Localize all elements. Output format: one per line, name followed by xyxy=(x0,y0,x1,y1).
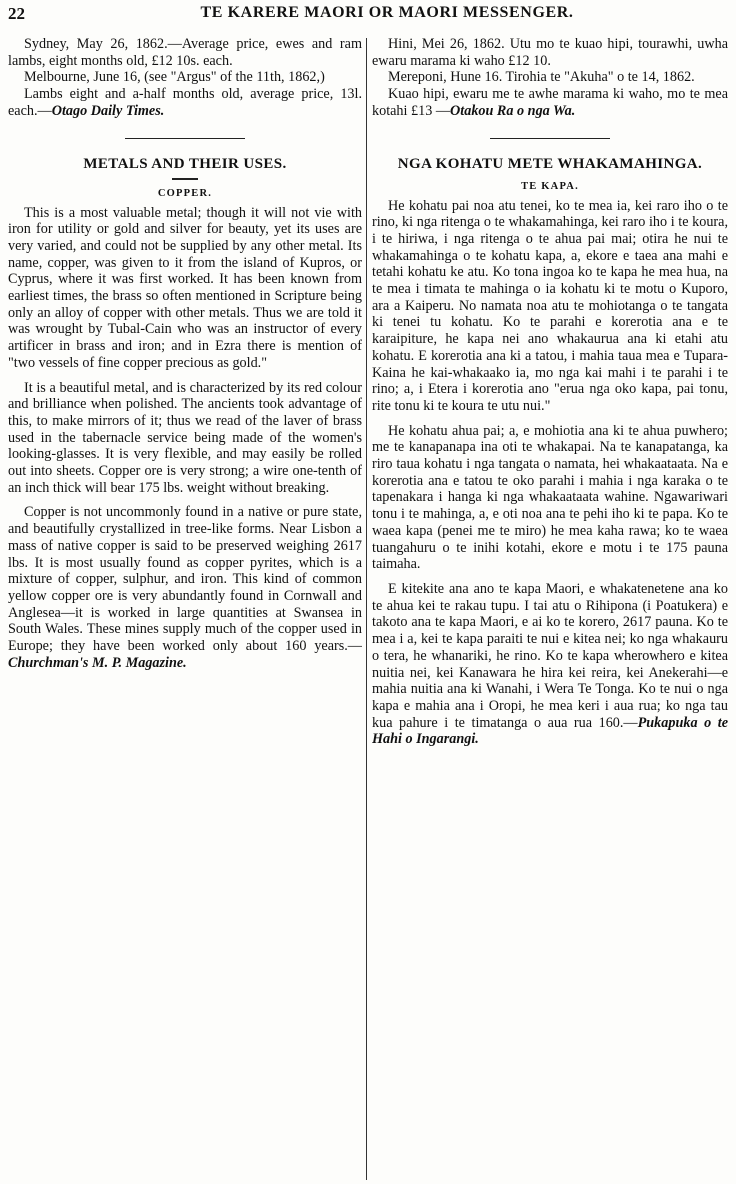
english-column xyxy=(8,36,362,1180)
running-title: TE KARERE MAORI OR MAORI MESSENGER. xyxy=(200,4,574,21)
page-number: 22 xyxy=(8,4,25,23)
article-source: Pukapuka o te Hahi o Ingarangi. xyxy=(372,714,728,748)
market-report-melbourne: Melbourne, June 16, (see "Argus" of the 11th, 1862,) xyxy=(24,69,325,86)
paragraph: This is a most valuable metal; though it will not vie with iron for utility or gold and silver for beauty, yet its uses are very varied, and could not be supplied by any other metal. Its name, copper, was given to it from the island of Kupros, or Cyprus, where it was first worked. It has been known from earliest times, the brass so often mentioned in Scripture being only an alloy of copper with other metals. Thus we are told it was wrought by Tubal-Cain who was an instructor of every artificer in brass and iron; and in Ezra there is mention of "two vessels of fine copper precious as gold." xyxy=(8,204,362,371)
paragraph: Copper is not uncommonly found in a native or pure state, and beautifully crystallized in tree-like forms. Near Lisbon a mass of native copper is said to be preserved weighing 2617 lbs. It is most usually found as copper pyrites, which is a mixture of copper, sulphur, and iron. This kind of common yellow copper ore is very abundantly found in Cornwall and Anglesea—it is worked in large quantities at Swansea in South Wales. These mines supply much of the copper used in Europe; they have been worked only about 160 years.—Churchman's M. P. Magazine. xyxy=(8,504,362,671)
market-report-hini: Hini, Mei 26, 1862. Utu mo te kuao hipi, tourawhi, uwha ewaru marama ki waho £12 10. xyxy=(372,36,728,69)
section-divider xyxy=(125,138,245,139)
paragraph: E kitekite ana ano te kapa Maori, e whakatenetene ana ko te ahua kei te rakau tupu. I tai atu o Rihipona (i Poatukera) e takoto ana te kapa Maori, e ai ko te korero, 2617 pauna. Ko te mea i a, kei te kapa paraiti te nui e kitea nei; ko nga whakauru o tera, he whanariki, he rino. Ko te kapa wherowhero e kitea nuitia nei, kei Kanawara he hira kei reira, kei Anekerahi—e mahia nuitia ana ki Wanahi, i Wera Te Tonga. Ko te nui o nga kapa e mahia ana i Oropi, he mea keri i aua rua; ko nga tau kua pahure i te timatanga o aua rua 160.—Pukapuka o te Hahi o Ingarangi. xyxy=(372,580,728,748)
maori-column xyxy=(372,36,728,1180)
page-header xyxy=(8,4,730,30)
market-report-lambs: Lambs eight and a-half months old, average price, 13l. each.—Otago Daily Times. xyxy=(8,86,362,119)
article-source: Churchman's M. P. Magazine. xyxy=(8,654,187,671)
paragraph: He kohatu ahua pai; a, e mohiotia ana ki te ahua puwhero; me te kanapanapa ina oti te whakapai. Na te kanapatanga, ka riro taua kohatu i nga tangata o namata, hei whakaataata. Na e korerotia ana e tatou te oko parahi i mahia i nga karaka o te tapenakara i hanga ki nga whakaataata wahine. Ngawariwari tonu i te mahinga, a, e oti noa ana te pehi iho ki te papa. Ko te waea kapa (penei me te miro) he mea kaha rawa; ko te waea tuangahuru o te inihi kotahi, ekore e motu i te 175 pauna taimaha. xyxy=(372,422,728,573)
section-subtitle: COPPER. xyxy=(157,187,213,199)
market-report-kuao: Kuao hipi, ewaru me te awhe marama ki waho, mo te mea kotahi £13 —Otakou Ra o nga Wa. xyxy=(372,86,728,119)
paragraph: It is a beautiful metal, and is characterized by its red colour and brilliance when polished. The ancients took advantage of this, to make mirrors of it; thus we read of the laver of brass used in the tabernacle service being made of the women's looking-glasses. It is very flexible, and may easily be rolled out into sheets. Copper ore is very strong; a wire one-tenth of an inch thick will bear 175 lbs. weight without breaking. xyxy=(8,379,362,496)
market-report-sydney: Sydney, May 26, 1862.—Average price, ewes and ram lambs, eight months old, £12 10s. each. xyxy=(8,36,362,69)
market-report-mereponi: Mereponi, Hune 16. Tirohia te "Akuha" o te 14, 1862. xyxy=(388,69,695,86)
market-source: Otago Daily Times. xyxy=(51,102,165,119)
market-source: Otakou Ra o nga Wa. xyxy=(450,102,576,119)
section-divider xyxy=(490,138,610,139)
section-title: METALS AND THEIR USES. xyxy=(83,155,287,172)
paragraph: He kohatu pai noa atu tenei, ko te mea ia, kei raro iho o te rino, ki nga ritenga o te whakamahinga, kei raro iho i te koura, i te hiriwa, i nga ritenga o te ahua pai mai; otira he nui te whakamahinga o te kohatu kapa, a, ekore e taea ana mahi e tetahi kohatu ke atu. Ko tona ingoa ko te kapa he mea hua, na te mea i timata te mahinga o ia kohatu ki te motu o Kuporo, ara a Kaiperu. No namata noa atu te mohiotanga o te tangata ki tenei tu kohatu. Ko te parahi e korerotia ana e te karaipiture, he kapa nei ano whakaurua ana ki etahi atu kohatu. E korerotia ana ki a tatou, i mahia taua mea e Tupara-Kaina he kai-whakaako ia, mo nga kai mahi i te parahi i te rino; a, i Etera i korerotia ano "erua nga oko kapa, pai tonu, rite tonu ki te koura te utu nui." xyxy=(372,197,728,414)
title-ornament xyxy=(172,178,198,180)
section-subtitle: TE KAPA. xyxy=(521,180,579,192)
column-rule xyxy=(366,38,367,1180)
section-title: NGA KOHATU METE WHAKAMAHINGA. xyxy=(397,155,703,172)
